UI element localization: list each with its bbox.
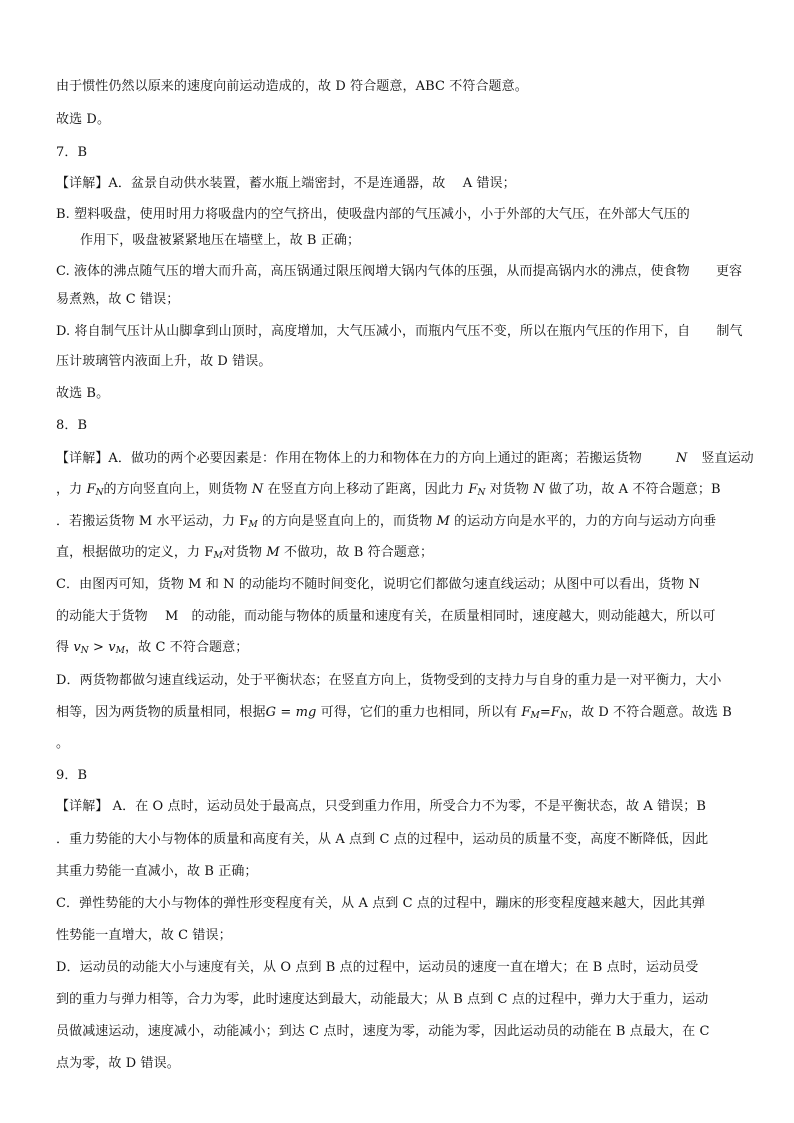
text-line: 性势能一直增大，故 C 错误；	[56, 928, 232, 943]
conclusion-line: 故选 B。	[56, 386, 110, 401]
text-line: C．由图丙可知，货物 M 和 N 的动能均不随时间变化，说明它们都做匀速直线运动；从图中可以看出，货物 N	[56, 577, 700, 592]
math-var: F	[550, 705, 560, 720]
text-line: 。	[56, 736, 70, 751]
math-subscript: M	[248, 520, 258, 530]
math-var: F	[86, 482, 96, 497]
text-line: 其重力势能一直减小，故 B 正确；	[56, 864, 258, 879]
text-line: 到的重力与弹力相等，合力为零，此时速度达到最大，动能最大；从 B 点到 C 点的过程中，弹力大于重力，运动	[56, 992, 709, 1007]
text-span: 的运动方向是水平的，力的方向与运动方向垂	[449, 514, 717, 529]
question-7-answer: 7．B	[56, 145, 88, 160]
text-line	[56, 545, 754, 561]
text-span: ，故 C 不符合题意；	[125, 640, 249, 655]
text-span: ，力	[56, 482, 87, 497]
math-operator: >	[88, 640, 109, 655]
math-var: G	[265, 705, 277, 720]
math-operator: =	[276, 705, 296, 720]
math-subscript: M	[115, 646, 126, 656]
text-span: 的方向竖直向上，则货物	[103, 482, 252, 497]
text-line	[56, 705, 754, 721]
text-span: 直，根据做功的定义，力 F	[56, 545, 214, 560]
math-operator: =	[539, 705, 551, 720]
text-line: C．弹性势能的大小与物体的弹性形变程度有关，从 A 点到 C 点的过程中，蹦床的形变程度越来越大，因此其弹	[56, 896, 706, 911]
math-var: v	[108, 640, 116, 655]
math-subscript: N	[559, 711, 568, 721]
text-line: 的动能大于货物 M 的动能，而动能与物体的质量和速度有关，在质量相同时，速度越大，则动能越大，所以可	[56, 609, 716, 624]
text-line: 作用下，吸盘被紧紧地压在墙壁上，故 B 正确；	[80, 233, 361, 248]
text-line: B. 塑料吸盘，使用时用力将吸盘内的空气挤出，使吸盘内部的气压减小，小于外部的大气压，在外部大气压的	[56, 207, 690, 222]
math-var: F	[521, 705, 531, 720]
text-span: 对货物	[485, 482, 534, 497]
math-var: M	[436, 514, 450, 529]
math-subscript: N	[477, 488, 486, 498]
text-span: 不做功，故 B 符合题意；	[279, 545, 434, 560]
text-span: 做了功，故 A 不符合题意；B	[544, 482, 721, 497]
text-span: ．若搬运货物 M 水平运动，力 F	[56, 514, 249, 529]
text-span: 可得，它们的重力也相同，所以有	[316, 705, 522, 720]
text-line: 【详解】 A．在 O 点时，运动员处于最高点，只受到重力作用，所受合力不为零，不是平衡状态，故 A 错误；B	[56, 799, 707, 814]
math-var: N	[251, 482, 264, 497]
text-line: D. 将自制气压计从山脚拿到山顶时，高度增加，大气压减小，而瓶内气压不变，所以在瓶内气压的作用下，自 制气	[56, 324, 743, 339]
math-subscript: M	[530, 711, 540, 721]
text-line: 员做减速运动，速度减小，动能减小；到达 C 点时，速度为零，动能为零，因此运动员的动能在 B 点最大，在 C	[56, 1024, 710, 1039]
text-line: D．运动员的动能大小与速度有关，从 O 点到 B 点的过程中，运动员的速度一直在增大；在 B 点时，运动员受	[56, 960, 699, 975]
math-subscript: N	[95, 488, 104, 498]
text-line: C. 液体的沸点随气压的增大而升高，高压锅通过限压阀增大锅内气体的压强，从而提高锅内水的沸点，使食物 更容	[56, 264, 743, 279]
text-line	[56, 482, 754, 498]
text-span: 竖直运动	[701, 451, 754, 466]
text-line: ．重力势能的大小与物体的质量和高度有关，从 A 点到 C 点的过程中，运动员的质量不变，高度不断降低，因此	[56, 832, 709, 847]
text-line: 易煮熟，故 C 错误；	[56, 292, 180, 307]
text-line: 点为零，故 D 错误。	[56, 1056, 180, 1071]
text-span: 的方向是竖直向上的，而货物	[257, 514, 437, 529]
text-line	[56, 451, 754, 467]
text-line: 压计玻璃管内液面上升，故 D 错误。	[56, 354, 272, 369]
math-subscript: N	[80, 646, 89, 656]
text-line	[56, 640, 754, 656]
math-var: F	[468, 482, 478, 497]
math-var: M	[266, 545, 280, 560]
question-8-answer: 8．B	[56, 418, 88, 433]
math-subscript: M	[213, 551, 223, 561]
text-line: D．两货物都做匀速直线运动，处于平衡状态；在竖直方向上，货物受到的支持力与自身的重力是一对平衡力，大小	[56, 673, 722, 688]
text-span: 得	[56, 640, 74, 655]
math-var: mg	[295, 705, 317, 720]
conclusion-line: 故选 D。	[56, 112, 111, 127]
math-var: v	[73, 640, 81, 655]
math-var: N	[675, 451, 688, 466]
question-9-answer: 9．B	[56, 768, 88, 783]
math-var: N	[533, 482, 545, 497]
text-line	[56, 514, 754, 530]
text-span: 对货物	[222, 545, 267, 560]
text-span: 【详解】A．做功的两个必要因素是：作用在物体上的力和物体在力的方向上通过的距离；若搬运货物	[56, 451, 642, 466]
text-span: 在竖直方向上移动了距离，因此力	[263, 482, 469, 497]
text-span: ，故 D 不符合题意。故选 B	[567, 705, 732, 720]
text-line: 【详解】A．盆景自动供水装置，蓄水瓶上端密封，不是连通器，故 A 错误；	[56, 176, 516, 191]
text-span: 相等，因为两货物的质量相同，根据	[56, 705, 266, 720]
text-line: 由于惯性仍然以原来的速度向前运动造成的，故 D 符合题意，ABC 不符合题意。	[56, 79, 528, 94]
